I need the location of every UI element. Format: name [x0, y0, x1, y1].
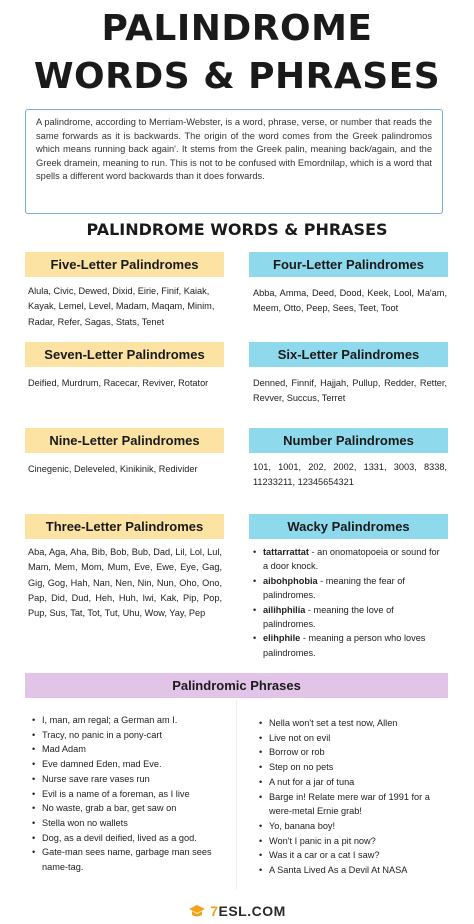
- phrases-heading: Palindromic Phrases: [25, 673, 448, 698]
- page-title-line2: WORDS & PHRASES: [33, 56, 441, 97]
- wacky-list: [253, 545, 447, 660]
- phrase-item: • Borrow or rob: [259, 745, 447, 760]
- wacky-heading: Wacky Palindromes: [249, 514, 448, 539]
- phrase-item: • Was it a car or a cat I saw?: [259, 848, 447, 863]
- page-title-line1: PALINDROME: [101, 8, 373, 49]
- phrase-item: • Yo, banana boy!: [259, 819, 447, 834]
- phrase-item: • A nut for a jar of tuna: [259, 775, 447, 790]
- wacky-item: • aibohphobia - meaning the fear of palindromes.: [253, 574, 447, 603]
- phrases-list-right: [259, 716, 447, 878]
- wacky-item: • ailihphilia - meaning the love of palindromes.: [253, 603, 447, 632]
- section-subtitle: PALINDROME WORDS & PHRASES: [86, 220, 388, 239]
- four-letter-heading: Four-Letter Palindromes: [249, 252, 448, 277]
- wacky-item: • elihphile - meaning a person who loves palindromes.: [253, 631, 447, 660]
- five-letter-list: Alula, Civic, Dewed, Dixid, Eirie, Finif, Kaiak, Kayak, Lemel, Level, Madam, Maqam, Minim, Radar, Refer, Sagas, Stats, Tenet: [28, 286, 215, 327]
- logo-text: ESL.COM: [218, 903, 286, 919]
- phrase-item: • Eve damned Eden, mad Eve.: [32, 757, 228, 772]
- column-divider: [236, 700, 237, 890]
- number-heading: Number Palindromes: [249, 428, 448, 453]
- six-letter-list: Denned, Finnif, Hajjah, Pullup, Redder, Retter, Revver, Succus, Terret: [253, 378, 447, 404]
- six-letter-heading: Six-Letter Palindromes: [249, 342, 448, 367]
- phrase-item: • Barge in! Relate mere war of 1991 for a were-metal Ernie grab!: [259, 790, 447, 819]
- site-logo: [0, 903, 474, 921]
- logo-hat-icon: [188, 904, 206, 921]
- phrase-item: • A Santa Lived As a Devil At NASA: [259, 863, 447, 878]
- wacky-item: • tattarrattat - an onomatopoeia or sound for a door knock.: [253, 545, 447, 574]
- seven-letter-list: Deified, Murdrum, Racecar, Reviver, Rotator: [28, 378, 209, 388]
- phrase-item: • Stella won no wallets: [32, 816, 228, 831]
- number-list: 101, 1001, 202, 2002, 1331, 3003, 8338, 11233211, 12345654321: [253, 462, 447, 488]
- phrase-item: • I, man, am regal; a German am I.: [32, 713, 228, 728]
- nine-letter-list: Cinegenic, Deleveled, Kinikinik, Redivider: [28, 464, 198, 474]
- seven-letter-heading: Seven-Letter Palindromes: [25, 342, 224, 367]
- three-letter-heading: Three-Letter Palindromes: [25, 514, 224, 539]
- three-letter-list: Aba, Aga, Aha, Bib, Bob, Bub, Dad, Lil, Lol, Lul, Mam, Mem, Mom, Mum, Eve, Ewe, Eye, Gag, Gig, Gog, Hah, Nan, Nen, Nin, Nun, Oho, Ono, Pap, Did, Dud, Heh, Huh, Iwi, Kak, Pip, Pop, Pup, Sus, Tat, Tot, Tut, Uhu, Wow, Yay, Pep: [28, 547, 222, 619]
- nine-letter-heading: Nine-Letter Palindromes: [25, 428, 224, 453]
- phrase-item: • Step on no pets: [259, 760, 447, 775]
- intro-paragraph: A palindrome, according to Merriam-Webster, is a word, phrase, verse, or number that reads the same forwards as it is backwards. The origin of the word comes from the Greek palindromos which means running back again'. It stems from the Greek palin, meaning back/again, and the Greek dramein, meaning to run. This is not to be confused with Emordnilap, which is a word that spells a different word backwards than it does forwards.: [25, 109, 443, 214]
- five-letter-heading: Five-Letter Palindromes: [25, 252, 224, 277]
- phrase-item: • No waste, grab a bar, get saw on: [32, 801, 228, 816]
- phrase-item: • Tracy, no panic in a pony-cart: [32, 728, 228, 743]
- logo-number: 7: [210, 903, 219, 919]
- phrase-item: • Won't I panic in a pit now?: [259, 834, 447, 849]
- four-letter-list: Abba, Amma, Deed, Dood, Keek, Lool, Ma'am, Meem, Otto, Peep, Sees, Teet, Toot: [253, 288, 447, 314]
- phrase-item: • Mad Adam: [32, 742, 228, 757]
- phrase-item: • Live not on evil: [259, 731, 447, 746]
- phrase-item: • Gate-man sees name, garbage man sees name-tag.: [32, 845, 228, 874]
- phrase-item: • Nella won't set a test now, Allen: [259, 716, 447, 731]
- phrases-list-left: [32, 713, 228, 875]
- phrase-item: • Evil is a name of a foreman, as I live: [32, 787, 228, 802]
- phrase-item: • Nurse save rare vases run: [32, 772, 228, 787]
- phrase-item: • Dog, as a devil deified, lived as a god.: [32, 831, 228, 846]
